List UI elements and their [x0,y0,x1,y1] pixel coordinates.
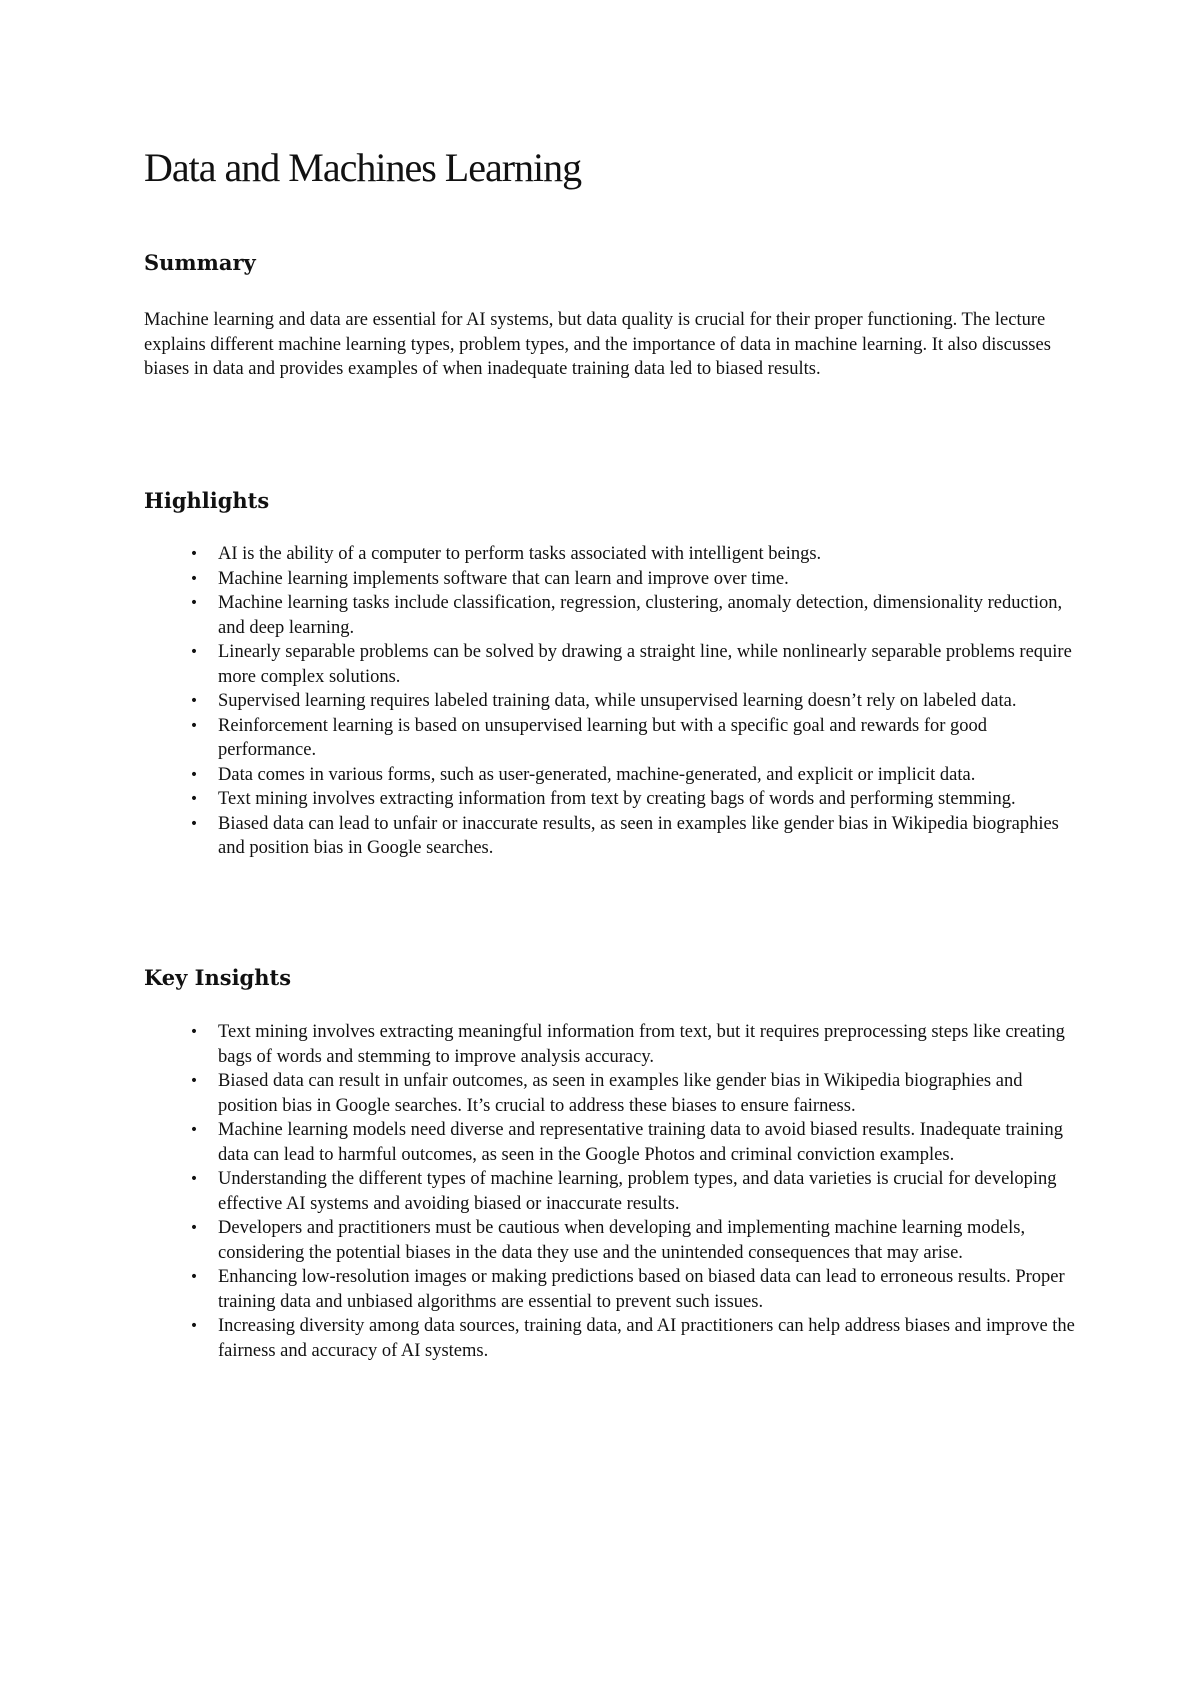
summary-paragraph: Machine learning and data are essential for AI systems, but data quality is crucial for their proper functioning. The lecture explains different machine learning types, problem types, and the importance of data in machine learning. It also discusses biases in data and provides examples of when inadequate training data led to biased results. [144,310,1051,379]
insight-item [144,1118,1084,1167]
highlight-text: Data comes in various forms, such as user-generated, machine-generated, and explicit or implicit data. [218,764,976,785]
bullet-icon: • [189,546,199,562]
highlights-heading: Highlights [144,488,270,513]
key-insights-heading: Key Insights [144,965,292,990]
bullet-icon: • [189,1171,199,1187]
insight-item [144,1216,1084,1265]
bullet-icon: • [189,1269,199,1285]
bullet-icon: • [189,791,199,807]
highlight-item [144,567,1084,592]
insight-text: Developers and practitioners must be cautious when developing and implementing machine learning models, considering the potential biases in the data they use and the unintended consequences that may arise. [218,1218,1026,1263]
document-title: Data and Machines Learning [144,145,582,190]
bullet-icon: • [189,766,199,783]
insight-text: Understanding the different types of machine learning, problem types, and data varieties is crucial for developing effective AI systems and avoiding biased or inaccurate results. [218,1169,1057,1214]
highlight-item [144,763,1084,788]
bullet-icon: • [189,1220,199,1236]
highlight-text: Text mining involves extracting information from text by creating bags of words and performing stemming. [218,789,1016,809]
bullet-icon: • [189,815,199,832]
insight-item [144,1314,1084,1363]
highlight-text: Linearly separable problems can be solved by drawing a straight line, while nonlinearly separable problems require more complex solutions. [218,642,1072,687]
bullet-icon: • [189,1122,199,1138]
highlight-text: Machine learning implements software that can learn and improve over time. [218,568,789,589]
highlight-item [144,787,1084,812]
insight-text: Text mining involves extracting meaningful information from text, but it requires preprocessing steps like creating bags of words and stemming to improve analysis accuracy. [218,1022,1065,1067]
highlight-item [144,714,1084,763]
highlight-item [144,591,1084,640]
highlights-list [144,542,1084,861]
bullet-icon: • [189,570,199,587]
key-insights-list [144,1020,1084,1363]
insight-item [144,1265,1084,1314]
bullet-icon: • [189,595,199,611]
bullet-icon: • [189,1073,199,1089]
bullet-icon: • [189,644,199,660]
insight-text: Enhancing low-resolution images or making predictions based on biased data can lead to erroneous results. Proper training data and unbiased algorithms are essential to prevent such issues. [218,1267,1065,1312]
summary-heading: Summary [144,250,256,275]
highlight-item [144,689,1084,714]
bullet-icon: • [189,1318,199,1334]
highlight-text: Machine learning tasks include classification, regression, clustering, anomaly detection, dimensionality reduction, and deep learning. [218,593,1063,638]
highlight-item [144,640,1084,689]
bullet-icon: • [189,717,199,734]
bullet-icon: • [189,693,199,709]
insight-item [144,1069,1084,1118]
highlight-text: AI is the ability of a computer to perform tasks associated with intelligent beings. [218,544,822,564]
insight-text: Biased data can result in unfair outcomes, as seen in examples like gender bias in Wikipedia biographies and position bias in Google searches. It’s crucial to address these biases to ensure fairness. [218,1071,1023,1116]
insight-item [144,1167,1084,1216]
insight-text: Increasing diversity among data sources, training data, and AI practitioners can help address biases and improve the fairness and accuracy of AI systems. [218,1316,1075,1361]
insight-item [144,1020,1084,1069]
highlight-item [144,542,1084,567]
highlight-text: Biased data can lead to unfair or inaccurate results, as seen in examples like gender bias in Wikipedia biographies and position bias in Google searches. [218,813,1059,858]
insight-text: Machine learning models need diverse and representative training data to avoid biased results. Inadequate training data can lead to harmful outcomes, as seen in the Google Photos and criminal conviction examples. [218,1120,1064,1165]
highlight-item [144,812,1084,861]
bullet-icon: • [189,1024,199,1040]
highlight-text: Supervised learning requires labeled training data, while unsupervised learning doesn’t rely on labeled data. [218,691,1017,711]
highlight-text: Reinforcement learning is based on unsupervised learning but with a specific goal and rewards for good performance. [218,715,988,760]
